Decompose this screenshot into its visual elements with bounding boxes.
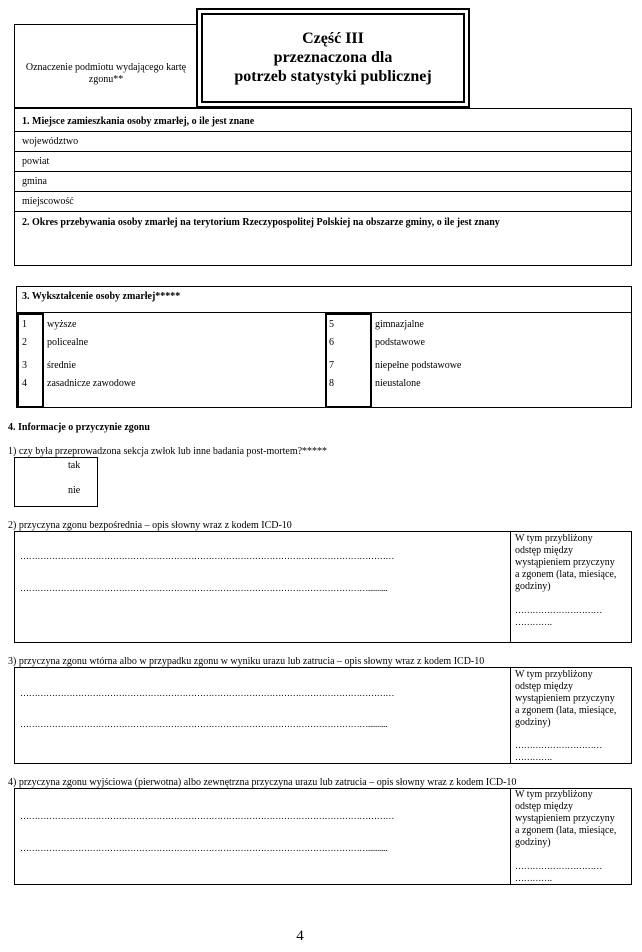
cause-2-interval-line-2: odstęp między (515, 545, 574, 556)
education-option-2-number: 2 (22, 337, 27, 348)
cause-4-label: 4) przyczyna zgonu wyjściowa (pierwotna) albo zewnętrzna przyczyna urazu lub zatrucia – opis słowny wraz z kodem ICD-10 (8, 777, 517, 788)
education-option-6-number: 6 (329, 337, 334, 348)
cause-4-interval-line-5: godziny) (515, 837, 551, 848)
cause-2-description-line-2[interactable]: ………………………………………………………………………………………………………….......... (20, 583, 388, 593)
cause-4-interval-line-1: W tym przybliżony (515, 789, 593, 800)
education-option-5-label[interactable]: gimnazjalne (375, 319, 424, 330)
part-title: Część III (302, 30, 364, 47)
cause-2-interval-line-3: wystąpieniem przyczyny (515, 557, 615, 568)
cause-3-interval-value-1[interactable]: ………………………… (515, 740, 603, 750)
cause-3-label: 3) przyczyna zgonu wtórna albo w przypadku zgonu w wyniku urazu lub zatrucia – opis słowny wraz z kodem ICD-10 (8, 656, 485, 667)
field-powiat: powiat (22, 156, 50, 167)
cause-2-interval-line-1: W tym przybliżony (515, 533, 593, 544)
cause-3-interval-line-5: godziny) (515, 717, 551, 728)
autopsy-question: 1) czy była przeprowadzona sekcja zwłok lub inne badania post-mortem?***** (8, 446, 328, 457)
education-option-7-number: 7 (329, 360, 334, 371)
issuer-label: Oznaczenie podmiotu wydającego kartę zgonu** (25, 62, 187, 85)
divider (14, 191, 632, 192)
cause-4-interval-line-4: a zgonem (lata, miesiące, (515, 825, 617, 836)
cause-4-description-line-1[interactable]: ………………………………………………………………………………………………………………… (20, 811, 395, 821)
cause-3-description-line-1[interactable]: ………………………………………………………………………………………………………………… (20, 688, 395, 698)
cause-3-interval-line-1: W tym przybliżony (515, 669, 593, 680)
education-option-4-label[interactable]: zasadnicze zawodowe (47, 378, 136, 389)
education-option-4-number: 4 (22, 378, 27, 389)
section-2-title: 2. Okres przebywania osoby zmarłej na terytorium Rzeczypospolitej Polskiej na obszarze gminy, o ile jest znany (22, 217, 500, 228)
cause-4-interval-value-1[interactable]: ………………………… (515, 861, 603, 871)
education-option-6-label[interactable]: podstawowe (375, 337, 425, 348)
divider (14, 151, 632, 152)
cause-3-description-line-2[interactable]: ………………………………………………………………………………………………………….......... (20, 719, 388, 729)
divider (16, 312, 632, 313)
field-miejscowosc: miejscowość (22, 196, 74, 207)
cause-2-interval-line-5: godziny) (515, 581, 551, 592)
field-wojewodztwo: województwo (22, 136, 79, 147)
education-option-1-number: 1 (22, 319, 27, 330)
education-option-3-number: 3 (22, 360, 27, 371)
cause-2-description-line-1[interactable]: ………………………………………………………………………………………………………………… (20, 551, 395, 561)
education-option-2-label[interactable]: policealne (47, 337, 89, 348)
education-option-8-label[interactable]: nieustalone (375, 378, 421, 389)
cause-4-description-line-2[interactable]: ………………………………………………………………………………………………………….......... (20, 843, 388, 853)
divider (14, 171, 632, 172)
cause-2-divider (510, 531, 511, 643)
cause-4-interval-line-2: odstęp między (515, 801, 574, 812)
divider (14, 131, 632, 132)
section-4-title: 4. Informacje o przyczynie zgonu (8, 422, 150, 433)
education-option-5-number: 5 (329, 319, 334, 330)
cause-2-label: 2) przyczyna zgonu bezpośrednia – opis słowny wraz z kodem ICD-10 (8, 520, 292, 531)
autopsy-option-nie[interactable]: nie (68, 485, 81, 496)
cause-4-divider (510, 788, 511, 885)
education-option-3-label[interactable]: średnie (47, 360, 76, 371)
page-number: 4 (296, 928, 304, 944)
part-subtitle-1: przeznaczona dla (273, 49, 393, 66)
cause-3-divider (510, 667, 511, 764)
cause-3-interval-line-3: wystąpieniem przyczyny (515, 693, 615, 704)
education-option-8-number: 8 (329, 378, 334, 389)
autopsy-option-tak[interactable]: tak (68, 460, 81, 471)
divider (14, 211, 632, 212)
cause-3-interval-line-2: odstęp między (515, 681, 574, 692)
field-gmina: gmina (22, 176, 47, 187)
cause-2-interval-value-1[interactable]: ………………………… (515, 605, 603, 615)
cause-2-interval-value-2[interactable]: …………. (515, 617, 552, 627)
cause-4-interval-value-2[interactable]: …………. (515, 873, 552, 883)
education-option-1-label[interactable]: wyższe (47, 319, 77, 330)
autopsy-options-box (14, 457, 98, 507)
part-subtitle-2: potrzeb statystyki publicznej (234, 68, 432, 85)
education-option-7-label[interactable]: niepełne podstawowe (375, 360, 462, 371)
cause-2-interval-line-4: a zgonem (lata, miesiące, (515, 569, 617, 580)
cause-3-interval-line-4: a zgonem (lata, miesiące, (515, 705, 617, 716)
cause-3-interval-value-2[interactable]: …………. (515, 752, 552, 762)
section-1-title: 1. Miejsce zamieszkania osoby zmarłej, o ile jest znane (22, 116, 255, 127)
cause-4-interval-line-3: wystąpieniem przyczyny (515, 813, 615, 824)
section-3-title: 3. Wykształcenie osoby zmarłej***** (22, 291, 181, 302)
